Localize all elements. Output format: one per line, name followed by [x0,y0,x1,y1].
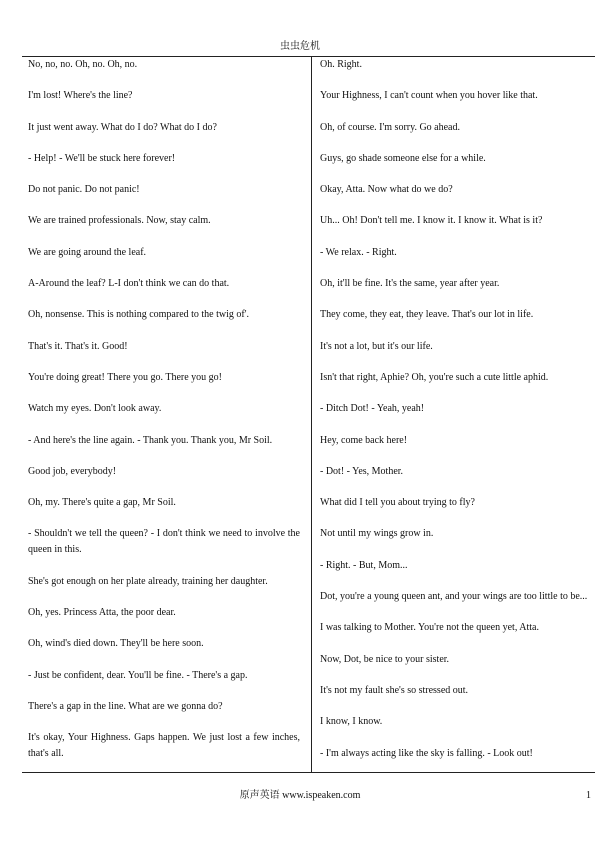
left-column [28,57,300,778]
page-header-title: 虫虫危机 [280,41,320,52]
dialogue-line: - I'm always acting like the sky is falling. - Look out! [320,747,533,759]
dialogue-line: - Right. - But, Mom... [320,559,408,571]
dialogue-line: Oh, it'll be fine. It's the same, year after year. [320,278,500,290]
dialogue-line: Now, Dot, be nice to your sister. [320,653,450,665]
dialogue-line: Watch my eyes. Don't look away. [28,403,162,415]
dialogue-line: I know, I know. [320,716,383,728]
dialogue-line: There's a gap in the line. What are we gonna do? [28,700,223,712]
dialogue-line: You're doing great! There you go. There you go! [28,371,222,383]
dialogue-line: - And here's the line again. - Thank you. Thank you, Mr Soil. [28,434,273,446]
dialogue-line: It's not my fault she's so stressed out. [320,684,469,696]
dialogue-line: We are going around the leaf. [28,246,147,258]
dialogue-line: Your Highness, I can't count when you hover like that. [320,90,538,102]
dialogue-line: - Shouldn't we tell the queen? - I don't think we need to involve the queen in this. [28,528,300,556]
dialogue-line: It's not a lot, but it's our life. [320,340,433,352]
dialogue-line: Dot, you're a young queen ant, and your wings are too little to be... [320,591,588,603]
dialogue-line: Oh, nonsense. This is nothing compared to the twig of'. [28,309,250,321]
dialogue-line: Uh... Oh! Don't tell me. I know it. I know it. What is it? [320,215,543,227]
dialogue-line: We are trained professionals. Now, stay calm. [28,215,211,227]
dialogue-line: It just went away. What do I do? What do I do? [28,121,217,133]
dialogue-line: What did I tell you about trying to fly? [320,497,475,509]
dialogue-line: Guys, go shade someone else for a while. [320,152,486,164]
dialogue-line: - Dot! - Yes, Mother. [320,465,404,477]
dialogue-line: That's it. That's it. Good! [28,340,128,352]
dialogue-line: A-Around the leaf? L-I don't think we can do that. [28,278,230,290]
footer-rule [22,772,595,773]
dialogue-line: - Just be confident, dear. You'll be fine. - There's a gap. [28,669,248,681]
dialogue-line: Oh, wind's died down. They'll be here soon. [28,638,204,650]
dialogue-line: - We relax. - Right. [320,246,397,258]
dialogue-line: - Help! - We'll be stuck here forever! [28,152,176,164]
dialogue-line: Do not panic. Do not panic! [28,184,140,196]
dialogue-line: They come, they eat, they leave. That's our lot in life. [320,309,534,321]
dialogue-line: Oh, yes. Princess Atta, the poor dear. [28,607,176,619]
dialogue-line: Not until my wings grow in. [320,528,434,540]
dialogue-line: Isn't that right, Aphie? Oh, you're such a cute little aphid. [320,371,549,383]
dialogue-line: Oh, my. There's quite a gap, Mr Soil. [28,497,176,509]
right-column [320,57,592,777]
page-number: 1 [586,790,591,801]
dialogue-line: Oh. Right. [320,59,362,70]
dialogue-line: I'm lost! Where's the line? [28,90,133,102]
dialogue-line: She's got enough on her plate already, training her daughter. [28,575,268,587]
dialogue-line: It's okay, Your Highness. Gaps happen. We just lost a few inches, that's all. [28,732,300,760]
column-divider [311,56,312,773]
dialogue-line: No, no, no. Oh, no. Oh, no. [28,59,138,70]
dialogue-line: Good job, everybody! [28,465,117,477]
dialogue-line: Oh, of course. I'm sorry. Go ahead. [320,121,460,133]
dialogue-line: I was talking to Mother. You're not the queen yet, Atta. [320,622,539,634]
dialogue-line: Hey, come back here! [320,434,408,446]
dialogue-line: - Ditch Dot! - Yeah, yeah! [320,403,425,415]
footer-text: 原声英语 www.ispeaken.com [239,790,361,801]
dialogue-line: Okay, Atta. Now what do we do? [320,184,453,196]
